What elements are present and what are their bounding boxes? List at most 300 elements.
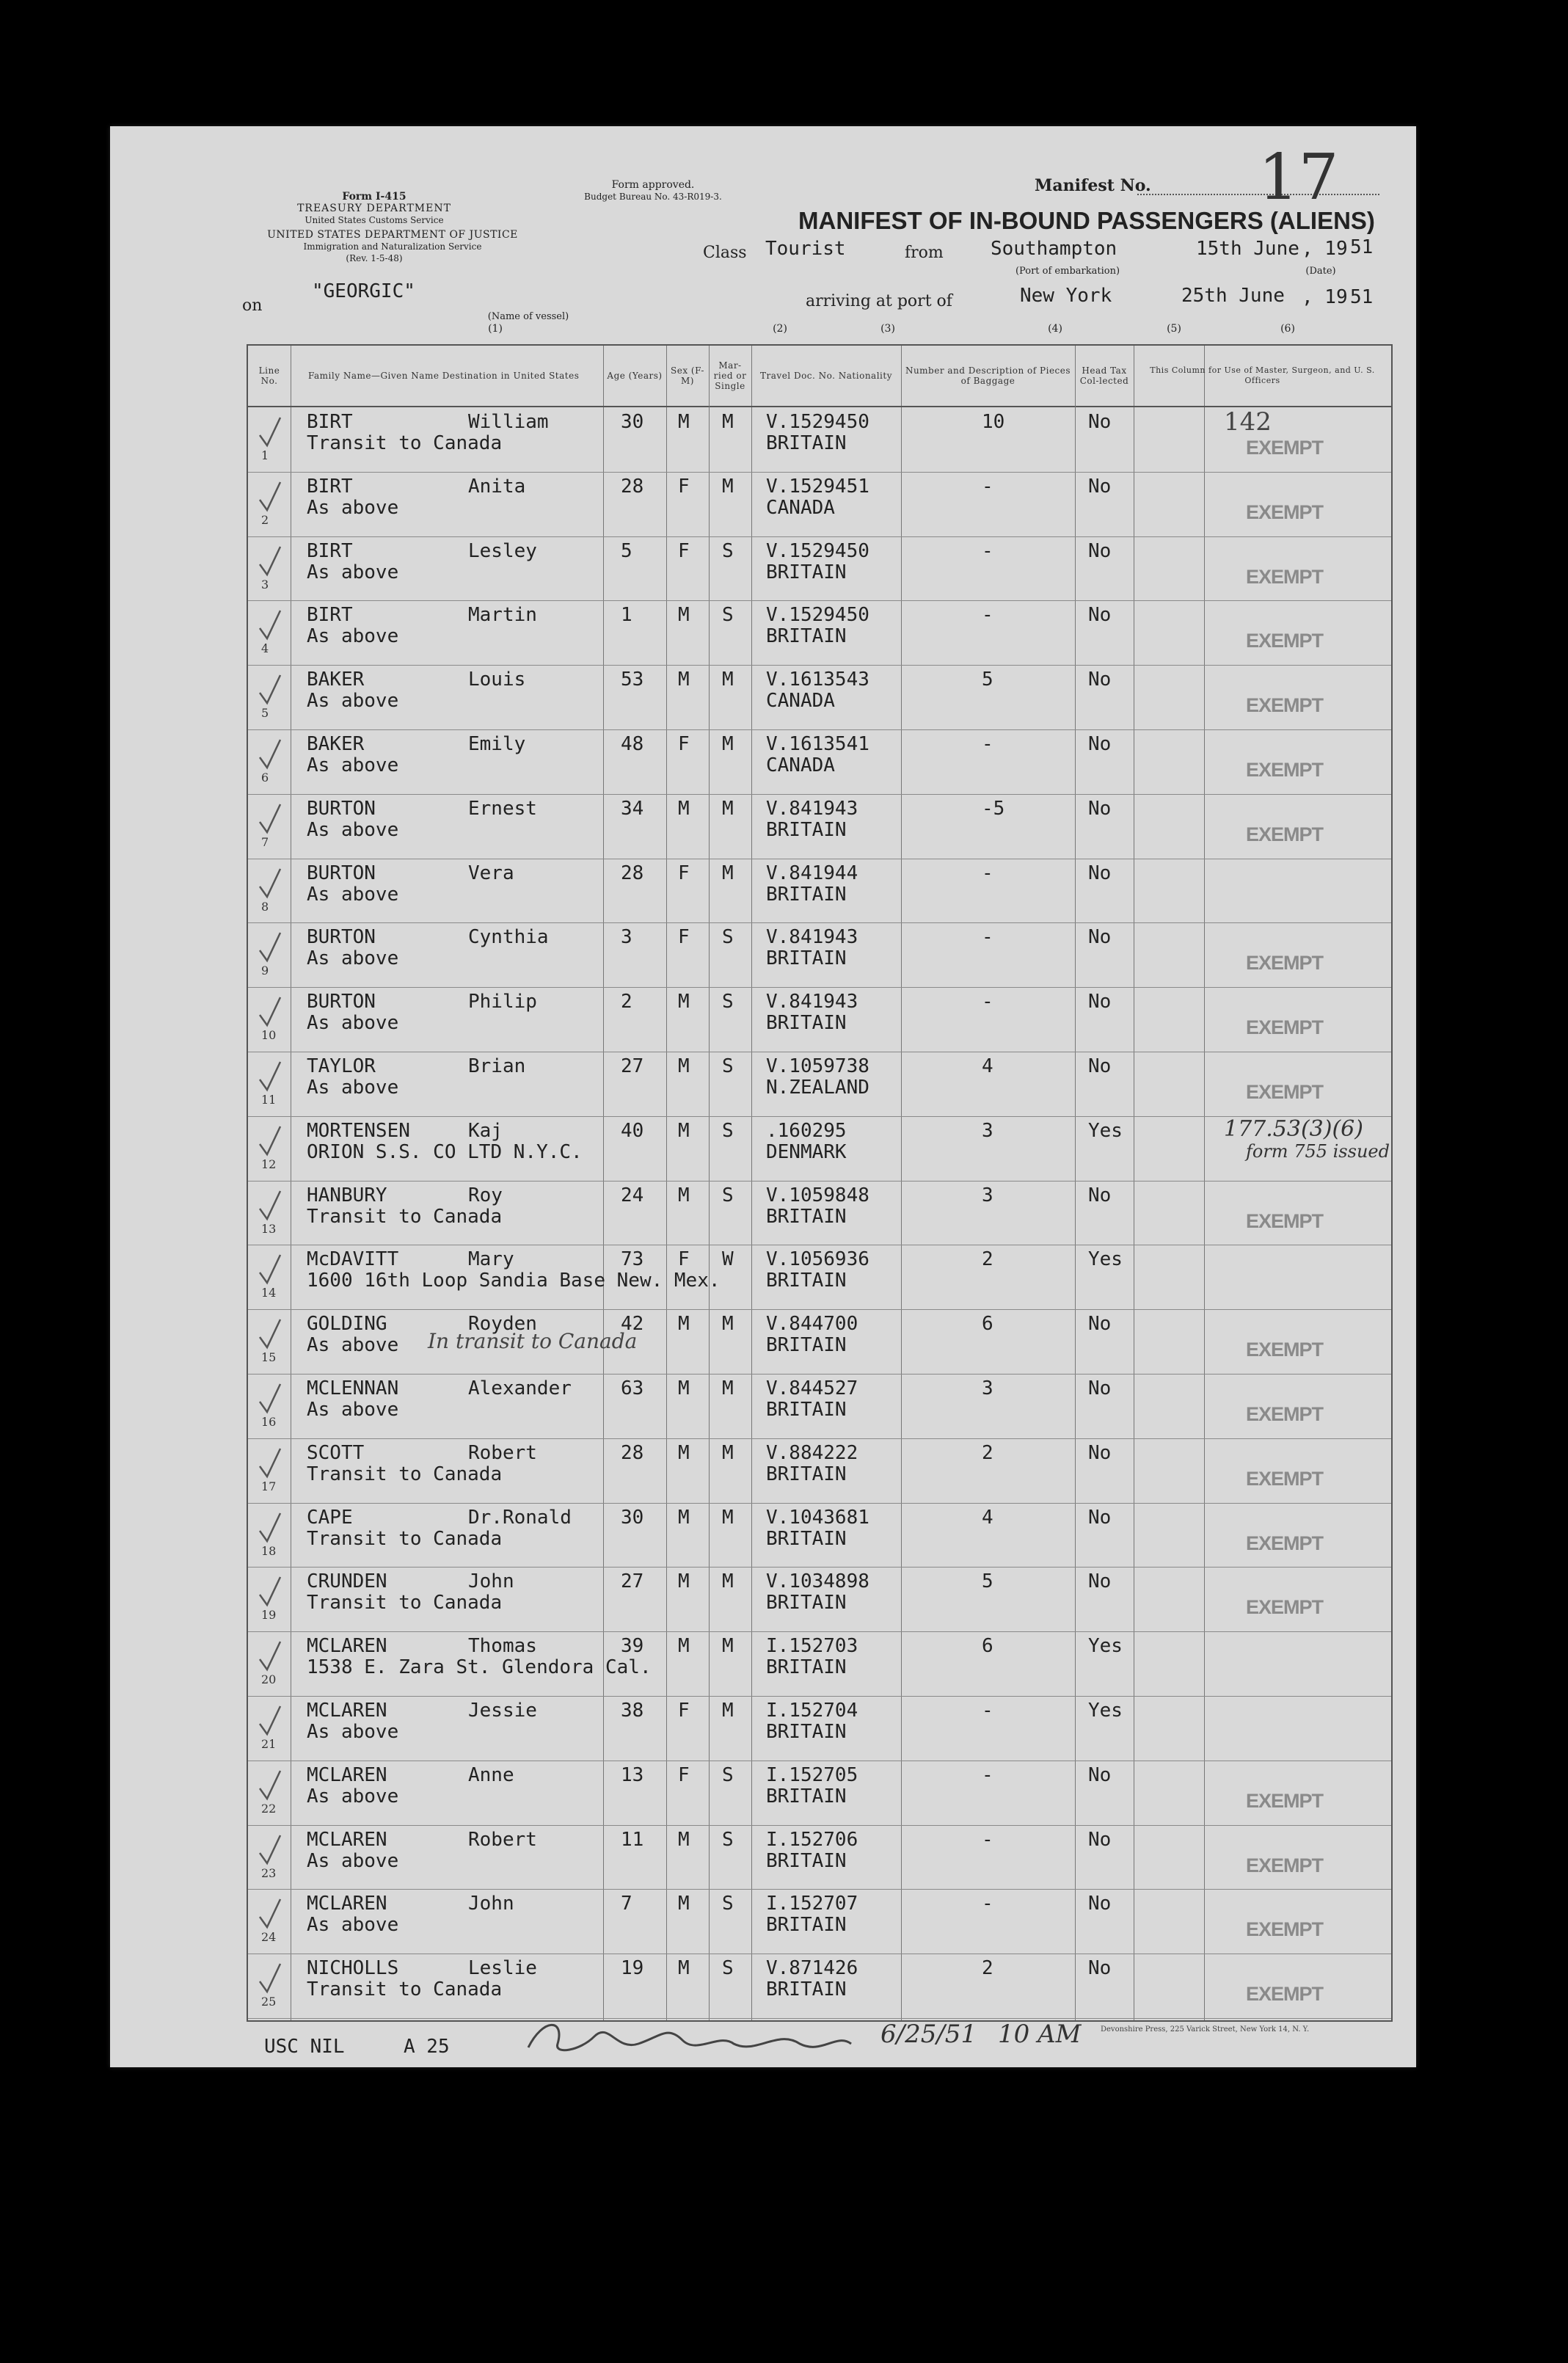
line-number: 5 xyxy=(261,706,269,721)
table-row xyxy=(248,1503,1391,1568)
head-tax: No xyxy=(1088,1957,1112,1980)
check-mark-icon xyxy=(255,1766,285,1803)
check-mark-icon xyxy=(255,1702,285,1738)
head-tax: Yes xyxy=(1088,1635,1123,1658)
head-tax: Yes xyxy=(1088,1700,1123,1722)
age: 19 xyxy=(621,1957,644,1980)
baggage-count: 4 xyxy=(982,1506,993,1529)
table-row xyxy=(248,1631,1391,1697)
col-officers: This Column for Use of Master, Surgeon, and U. S. Officers xyxy=(1150,365,1375,385)
given-name: Leslie xyxy=(468,1957,537,1980)
destination: As above xyxy=(307,496,399,519)
sex: M xyxy=(678,669,690,691)
table-row xyxy=(248,600,1391,666)
family-name: MCLAREN xyxy=(307,1893,387,1915)
nationality: BRITAIN xyxy=(766,947,847,970)
travel-doc-number: V.841944 xyxy=(766,862,858,884)
sex: M xyxy=(678,991,690,1013)
check-mark-icon xyxy=(255,1959,285,1996)
year-prefix: , 19 xyxy=(1302,286,1348,308)
baggage-count: - xyxy=(982,926,993,949)
departure-date: 15th June xyxy=(1196,238,1299,260)
head-tax: No xyxy=(1088,475,1112,498)
destination: Transit to Canada xyxy=(307,1463,503,1485)
manifest-label: Manifest No. xyxy=(1035,176,1151,195)
head-tax: Yes xyxy=(1088,1119,1123,1142)
baggage-count: 2 xyxy=(982,1957,993,1980)
exempt-stamp: EXEMPT xyxy=(1246,952,1324,975)
baggage-count: 3 xyxy=(982,1184,993,1206)
signature-time: 10 AM xyxy=(998,2020,1082,2049)
col-baggage: Number and Description of Pieces of Baggage xyxy=(905,365,1071,386)
marital-status: M xyxy=(722,1635,734,1658)
travel-doc-number: V.1529450 xyxy=(766,604,869,627)
head-tax: No xyxy=(1088,1570,1112,1593)
line-number: 24 xyxy=(261,1930,277,1945)
check-mark-icon xyxy=(255,671,285,707)
destination: Transit to Canada xyxy=(307,1205,503,1228)
destination: As above xyxy=(307,1012,399,1035)
travel-doc-number: V.1034898 xyxy=(766,1570,869,1593)
sex: M xyxy=(678,1635,690,1658)
form-approved: Form approved. xyxy=(611,179,695,191)
check-mark-icon xyxy=(255,606,285,643)
given-name: Anne xyxy=(468,1763,514,1786)
marital-status: S xyxy=(722,1893,734,1915)
baggage-count: 2 xyxy=(982,1441,993,1464)
marital-status: M xyxy=(722,797,734,820)
sex: M xyxy=(678,1441,690,1464)
check-mark-icon xyxy=(255,1250,285,1287)
sex: F xyxy=(678,539,690,562)
table-row xyxy=(248,1245,1391,1310)
destination: 1538 E. Zara St. Glendora Cal. xyxy=(307,1656,652,1679)
head-tax: No xyxy=(1088,411,1112,433)
travel-doc-number: V.1529450 xyxy=(766,539,869,562)
family-name: BURTON xyxy=(307,926,376,949)
sex: M xyxy=(678,797,690,820)
nationality: BRITAIN xyxy=(766,432,847,454)
head-tax: No xyxy=(1088,926,1112,949)
given-name: Emily xyxy=(468,733,526,755)
head-tax: No xyxy=(1088,991,1112,1013)
line-number: 23 xyxy=(261,1865,277,1880)
table-row xyxy=(248,1567,1391,1632)
age: 48 xyxy=(621,733,644,755)
col-num-6: (6) xyxy=(1280,323,1295,335)
exempt-stamp: EXEMPT xyxy=(1246,1789,1324,1812)
destination: Transit to Canada xyxy=(307,1978,503,2001)
marital-status: M xyxy=(722,1377,734,1399)
head-tax: No xyxy=(1088,604,1112,627)
line-number: 20 xyxy=(261,1672,277,1687)
printer-credit: Devonshire Press, 225 Varick Street, New York 14, N. Y. xyxy=(1101,2025,1310,2034)
marital-status: S xyxy=(722,1184,734,1206)
table-row xyxy=(248,1438,1391,1504)
family-name: HANBURY xyxy=(307,1184,387,1206)
marital-status: M xyxy=(722,669,734,691)
table-body xyxy=(248,407,1391,2020)
baggage-count: 3 xyxy=(982,1377,993,1399)
line-number: 22 xyxy=(261,1801,277,1816)
marital-status: S xyxy=(722,1055,734,1077)
destination: As above xyxy=(307,1721,399,1743)
given-name: Roy xyxy=(468,1184,503,1206)
table-row xyxy=(248,1696,1391,1761)
family-name: BIRT xyxy=(307,604,353,627)
exempt-stamp: EXEMPT xyxy=(1246,565,1324,588)
check-mark-icon xyxy=(255,1573,285,1609)
arrival-date: 25th June xyxy=(1181,285,1285,307)
marital-status: S xyxy=(722,1119,734,1142)
baggage-count: 2 xyxy=(982,1248,993,1271)
destination: As above xyxy=(307,1334,399,1357)
given-name: Dr.Ronald xyxy=(468,1506,572,1529)
from-label: from xyxy=(905,244,944,262)
given-name: Louis xyxy=(468,669,526,691)
table-row xyxy=(248,922,1391,988)
col-num-2: (2) xyxy=(773,323,787,335)
sex: M xyxy=(678,1570,690,1593)
sex: M xyxy=(678,1313,690,1336)
ins-service: Immigration and Naturalization Service xyxy=(303,241,482,252)
sex: F xyxy=(678,926,690,949)
check-mark-icon xyxy=(255,864,285,901)
check-mark-icon xyxy=(255,993,285,1030)
check-mark-icon xyxy=(255,413,285,450)
nationality: BRITAIN xyxy=(766,1592,847,1614)
line-number: 9 xyxy=(261,964,269,978)
line-number: 16 xyxy=(261,1415,277,1429)
marital-status: M xyxy=(722,411,734,433)
baggage-count: - xyxy=(982,1700,993,1722)
exempt-stamp: EXEMPT xyxy=(1246,1854,1324,1876)
col-age: Age (Years) xyxy=(607,371,663,381)
head-tax: No xyxy=(1088,1828,1112,1851)
col-num-3: (3) xyxy=(880,323,895,335)
table-row xyxy=(248,1761,1391,1826)
table-row xyxy=(248,987,1391,1052)
col-sex: Sex (F-M) xyxy=(671,365,704,386)
date-note: (Date) xyxy=(1305,266,1336,277)
departure-year: 51 xyxy=(1350,236,1374,258)
passenger-table xyxy=(247,344,1393,2022)
travel-doc-number: V.1613543 xyxy=(766,669,869,691)
given-name: Jessie xyxy=(468,1700,537,1722)
signature-date: 6/25/51 xyxy=(880,2020,977,2049)
sex: F xyxy=(678,1700,690,1722)
age: 38 xyxy=(621,1700,644,1722)
family-name: MCLAREN xyxy=(307,1700,387,1722)
head-tax: No xyxy=(1088,539,1112,562)
family-name: CAPE xyxy=(307,1506,353,1529)
marital-status: S xyxy=(722,1763,734,1786)
exempt-stamp: EXEMPT xyxy=(1246,1918,1324,1941)
destination: As above xyxy=(307,818,399,841)
given-name: John xyxy=(468,1570,514,1593)
manifest-title: MANIFEST OF IN-BOUND PASSENGERS (ALIENS) xyxy=(798,207,1375,234)
exempt-stamp: EXEMPT xyxy=(1246,500,1324,523)
nationality: BRITAIN xyxy=(766,1527,847,1550)
head-tax: No xyxy=(1088,1184,1112,1206)
col-num-4: (4) xyxy=(1048,323,1062,335)
given-name: Mary xyxy=(468,1248,514,1271)
exempt-stamp: EXEMPT xyxy=(1246,694,1324,717)
line-number: 8 xyxy=(261,899,269,914)
table-row xyxy=(248,794,1391,859)
col-line-no: Line No. xyxy=(258,365,280,386)
family-name: BURTON xyxy=(307,991,376,1013)
check-mark-icon xyxy=(255,1509,285,1545)
check-mark-icon xyxy=(255,1057,285,1094)
given-name: Alexander xyxy=(468,1377,572,1399)
table-row xyxy=(248,1374,1391,1439)
check-mark-icon xyxy=(255,1187,285,1223)
line-number: 10 xyxy=(261,1028,277,1043)
age: 3 xyxy=(621,926,632,949)
marital-status: M xyxy=(722,1570,734,1593)
age: 42 xyxy=(621,1313,644,1336)
travel-doc-number: V.841943 xyxy=(766,797,858,820)
exempt-stamp: EXEMPT xyxy=(1246,1467,1324,1490)
marital-status: S xyxy=(722,604,734,627)
embarkation-note: (Port of embarkation) xyxy=(1015,266,1120,277)
age: 27 xyxy=(621,1055,644,1077)
baggage-count: 3 xyxy=(982,1119,993,1142)
given-name: Lesley xyxy=(468,539,537,562)
exempt-stamp: EXEMPT xyxy=(1246,1403,1324,1425)
baggage-count: 6 xyxy=(982,1635,993,1658)
class-value: Tourist xyxy=(765,238,846,260)
table-row xyxy=(248,1825,1391,1890)
line-number: 17 xyxy=(261,1479,277,1493)
table-row xyxy=(248,1181,1391,1246)
marital-status: S xyxy=(722,1957,734,1980)
head-tax: No xyxy=(1088,1506,1112,1529)
arrival-year: 51 xyxy=(1350,286,1374,308)
check-mark-icon xyxy=(255,1637,285,1674)
line-number: 4 xyxy=(261,641,269,656)
nationality: BRITAIN xyxy=(766,1656,847,1679)
destination: As above xyxy=(307,690,399,713)
destination: As above xyxy=(307,1785,399,1807)
family-name: BURTON xyxy=(307,797,376,820)
table-row xyxy=(248,407,1391,473)
given-name: John xyxy=(468,1893,514,1915)
travel-doc-number: V.1059738 xyxy=(766,1055,869,1077)
marital-status: S xyxy=(722,539,734,562)
travel-doc-number: V.1059848 xyxy=(766,1184,869,1206)
given-name: Cynthia xyxy=(468,926,549,949)
table-row xyxy=(248,1889,1391,1954)
exempt-stamp: EXEMPT xyxy=(1246,1016,1324,1039)
line-number: 12 xyxy=(261,1157,277,1171)
nationality: DENMARK xyxy=(766,1140,847,1163)
family-name: BURTON xyxy=(307,862,376,884)
travel-doc-number: V.844527 xyxy=(766,1377,858,1399)
marital-status: M xyxy=(722,862,734,884)
age: 2 xyxy=(621,991,632,1013)
nationality: BRITAIN xyxy=(766,1012,847,1035)
check-mark-icon xyxy=(255,478,285,514)
sex: F xyxy=(678,1763,690,1786)
line-number: 14 xyxy=(261,1286,277,1300)
travel-doc-number: V.884222 xyxy=(766,1441,858,1464)
exempt-stamp: EXEMPT xyxy=(1246,630,1324,652)
age: 30 xyxy=(621,1506,644,1529)
baggage-count: - xyxy=(982,1763,993,1786)
destination: As above xyxy=(307,947,399,970)
col-name-destination: Family Name—Given Name Destination in United States xyxy=(308,371,580,381)
sex: M xyxy=(678,1506,690,1529)
baggage-count: 5 xyxy=(982,1570,993,1593)
age: 63 xyxy=(621,1377,644,1399)
nationality: BRITAIN xyxy=(766,1399,847,1421)
age: 30 xyxy=(621,411,644,433)
age: 28 xyxy=(621,862,644,884)
table-row xyxy=(248,1309,1391,1375)
sex: M xyxy=(678,1957,690,1980)
travel-doc-number: V.1529451 xyxy=(766,475,869,498)
age: 73 xyxy=(621,1248,644,1271)
destination: ORION S.S. CO LTD N.Y.C. xyxy=(307,1140,583,1163)
given-name: Royden xyxy=(468,1313,537,1336)
sex: F xyxy=(678,1248,690,1271)
age: 7 xyxy=(621,1893,632,1915)
line-number: 1 xyxy=(261,448,269,462)
travel-doc-number: I.152703 xyxy=(766,1635,858,1658)
nationality: CANADA xyxy=(766,496,835,519)
travel-doc-number: V.1043681 xyxy=(766,1506,869,1529)
nationality: BRITAIN xyxy=(766,1721,847,1743)
sex: M xyxy=(678,604,690,627)
given-name: Martin xyxy=(468,604,537,627)
head-tax: No xyxy=(1088,1893,1112,1915)
nationality: BRITAIN xyxy=(766,1785,847,1807)
baggage-count: - xyxy=(982,1893,993,1915)
table-row xyxy=(248,1052,1391,1117)
row15-note: In transit to Canada xyxy=(428,1329,638,1353)
marital-status: S xyxy=(722,926,734,949)
head-tax: No xyxy=(1088,862,1112,884)
given-name: Philip xyxy=(468,991,537,1013)
family-name: GOLDING xyxy=(307,1313,387,1336)
destination: As above xyxy=(307,625,399,648)
nationality: CANADA xyxy=(766,690,835,713)
row12-note-1: 177.53(3)(6) xyxy=(1224,1116,1363,1142)
arrival-port: New York xyxy=(1020,285,1112,307)
on-label: on xyxy=(242,296,263,315)
given-name: Vera xyxy=(468,862,514,884)
col-head-tax: Head Tax Col-lected xyxy=(1079,365,1129,386)
check-mark-icon xyxy=(255,1831,285,1868)
customs-service: United States Customs Service xyxy=(305,215,444,225)
exempt-stamp: EXEMPT xyxy=(1246,1983,1324,2006)
family-name: McDAVITT xyxy=(307,1248,399,1271)
row12-note-2: form 755 issued xyxy=(1246,1141,1390,1162)
nationality: CANADA xyxy=(766,754,835,776)
age: 28 xyxy=(621,1441,644,1464)
head-tax: Yes xyxy=(1088,1248,1123,1271)
age: 27 xyxy=(621,1570,644,1593)
sex: F xyxy=(678,733,690,755)
top-right-number: 142 xyxy=(1224,407,1272,437)
family-name: BIRT xyxy=(307,539,353,562)
exempt-stamp: EXEMPT xyxy=(1246,1081,1324,1103)
line-number: 2 xyxy=(261,512,269,527)
nationality: BRITAIN xyxy=(766,1978,847,2001)
check-mark-icon xyxy=(255,928,285,965)
age: 13 xyxy=(621,1763,644,1786)
embarkation-port: Southampton xyxy=(991,238,1117,260)
budget-bureau: Budget Bureau No. 43-R019-3. xyxy=(584,192,722,202)
sex: M xyxy=(678,1377,690,1399)
nationality: BRITAIN xyxy=(766,1270,847,1292)
age: 1 xyxy=(621,604,632,627)
baggage-count: -5 xyxy=(982,797,1005,820)
travel-doc-number: V.841943 xyxy=(766,926,858,949)
sex: M xyxy=(678,411,690,433)
marital-status: M xyxy=(722,1700,734,1722)
vessel-note: (Name of vessel) xyxy=(487,311,569,322)
family-name: MCLAREN xyxy=(307,1763,387,1786)
baggage-count: - xyxy=(982,733,993,755)
travel-doc-number: V.841943 xyxy=(766,991,858,1013)
baggage-count: 5 xyxy=(982,669,993,691)
revision: (Rev. 1-5-48) xyxy=(346,253,403,263)
family-name: TAYLOR xyxy=(307,1055,376,1077)
line-number: 13 xyxy=(261,1221,277,1236)
given-name: Ernest xyxy=(468,797,537,820)
nationality: BRITAIN xyxy=(766,818,847,841)
travel-doc-number: V.871426 xyxy=(766,1957,858,1980)
destination: As above xyxy=(307,1914,399,1937)
destination: As above xyxy=(307,1399,399,1421)
destination: As above xyxy=(307,1849,399,1872)
sex: F xyxy=(678,862,690,884)
check-mark-icon xyxy=(255,1444,285,1481)
head-tax: No xyxy=(1088,669,1112,691)
sex: M xyxy=(678,1893,690,1915)
travel-doc-number: I.152707 xyxy=(766,1893,858,1915)
check-mark-icon xyxy=(255,800,285,837)
baggage-count: 6 xyxy=(982,1313,993,1336)
sex: F xyxy=(678,475,690,498)
marital-status: M xyxy=(722,1313,734,1336)
age: 28 xyxy=(621,475,644,498)
treasury-dept: TREASURY DEPARTMENT xyxy=(297,203,451,214)
exempt-stamp: EXEMPT xyxy=(1246,1209,1324,1232)
table-row xyxy=(248,472,1391,537)
baggage-count: - xyxy=(982,991,993,1013)
family-name: BIRT xyxy=(307,411,353,433)
table-row xyxy=(248,859,1391,924)
travel-doc-number: .160295 xyxy=(766,1119,847,1142)
travel-doc-number: I.152706 xyxy=(766,1828,858,1851)
baggage-count: - xyxy=(982,1828,993,1851)
family-name: SCOTT xyxy=(307,1441,365,1464)
exempt-stamp: EXEMPT xyxy=(1246,759,1324,781)
baggage-count: - xyxy=(982,862,993,884)
nationality: BRITAIN xyxy=(766,1914,847,1937)
exempt-stamp: EXEMPT xyxy=(1246,1339,1324,1361)
class-label: Class xyxy=(703,244,747,262)
nationality: BRITAIN xyxy=(766,1334,847,1357)
check-mark-icon xyxy=(255,1315,285,1352)
family-name: CRUNDEN xyxy=(307,1570,387,1593)
sex: M xyxy=(678,1184,690,1206)
marital-status: M xyxy=(722,1441,734,1464)
